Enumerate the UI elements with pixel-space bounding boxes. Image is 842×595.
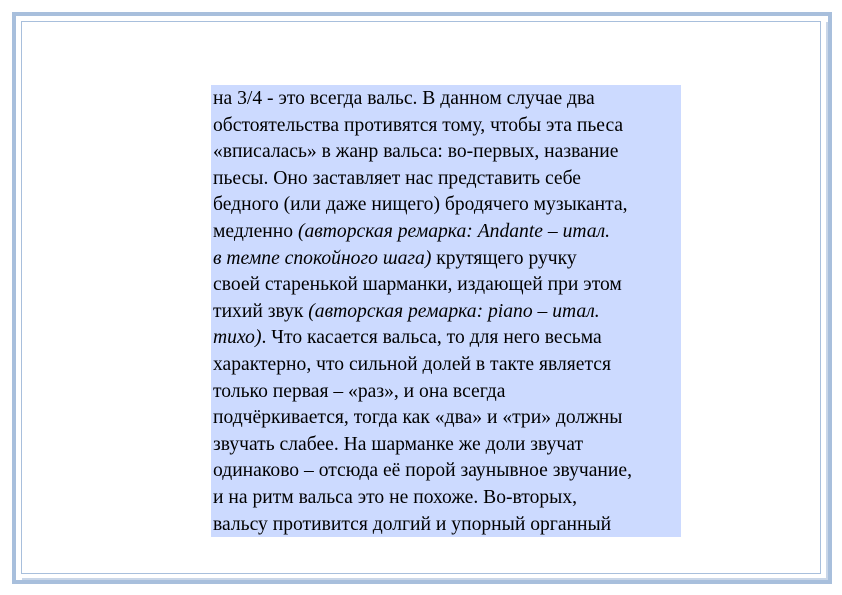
italic-text: (авторская ремарка: Andante – итал. bbox=[297, 220, 611, 242]
text-segment: тихий звук bbox=[213, 300, 309, 322]
text-line bbox=[213, 379, 679, 406]
text-line bbox=[213, 166, 679, 193]
text-segment: подчёркивается, тогда как «два» и «три» должны bbox=[213, 407, 623, 429]
text-line bbox=[213, 485, 679, 512]
italic-text: (авторская ремарка: piano – итал. bbox=[308, 300, 600, 322]
text-segment: . Что касается вальса, то для него весьма bbox=[261, 327, 602, 349]
text-block bbox=[211, 85, 681, 537]
italic-text: в темпе спокойного шага) bbox=[213, 247, 432, 269]
text-line bbox=[213, 325, 679, 352]
text-segment: одинаково – отсюда её порой заунывное звучание, bbox=[213, 460, 632, 482]
text-segment: пьесы. Оно заставляет нас представить себе bbox=[213, 167, 582, 189]
text-line bbox=[213, 432, 679, 459]
text-line bbox=[213, 352, 679, 379]
text-line bbox=[213, 246, 679, 273]
text-segment: характерно, что сильной долей в такте является bbox=[213, 353, 611, 375]
text-line bbox=[213, 192, 679, 219]
text-segment: на 3/4 - это всегда вальс. В данном случае два bbox=[213, 88, 595, 109]
text-segment: звучать слабее. На шарманке же доли звучат bbox=[213, 433, 584, 455]
text-segment: только первая – «раз», и она всегда bbox=[213, 380, 506, 402]
text-line bbox=[213, 405, 679, 432]
text-segment: крутящего ручку bbox=[431, 247, 577, 269]
italic-text: тихо) bbox=[213, 327, 262, 349]
text-segment: своей старенькой шарманки, издающей при этом bbox=[213, 274, 622, 296]
text-segment: медленно bbox=[213, 220, 298, 242]
text-segment: вальсу противится долгий и упорный органный bbox=[213, 513, 612, 535]
text-segment: «вписалась» в жанр вальса: во-первых, название bbox=[213, 141, 619, 163]
text-segment: обстоятельства противятся тому, чтобы эта пьеса bbox=[213, 114, 624, 136]
text-line bbox=[213, 113, 679, 140]
text-line bbox=[213, 219, 679, 246]
text-segment: и на ритм вальса это не похоже. Во-вторых, bbox=[213, 486, 578, 508]
text-line bbox=[213, 512, 679, 538]
text-segment: бедного (или даже нищего) бродячего музыканта, bbox=[213, 194, 628, 216]
text-line bbox=[213, 86, 679, 113]
text-line bbox=[213, 458, 679, 485]
text-line bbox=[213, 272, 679, 299]
text-line bbox=[213, 299, 679, 326]
text-line bbox=[213, 139, 679, 166]
